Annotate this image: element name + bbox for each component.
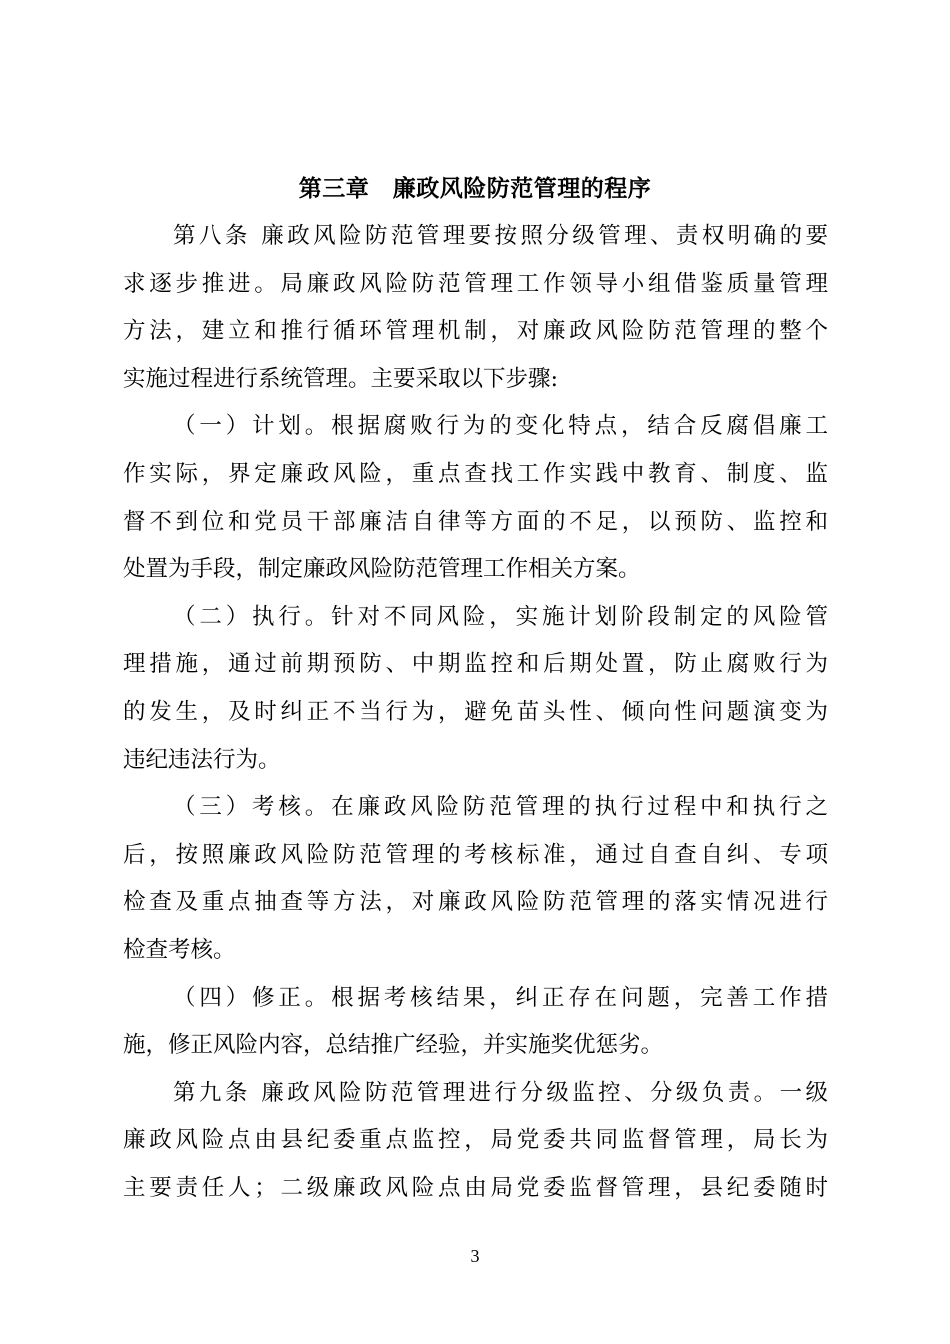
- text-line: 督不到位和党员干部廉洁自律等方面的不足，以预防、监控和: [123, 508, 828, 535]
- text-line: （三）考核。在廉政风险防范管理的执行过程中和执行之: [173, 794, 828, 821]
- text-line: 实施过程进行系统管理。主要采取以下步骤:: [123, 365, 559, 392]
- text-line: 作实际，界定廉政风险，重点查找工作实践中教育、制度、监: [123, 460, 828, 487]
- text-line: 检查及重点抽查等方法，对廉政风险防范管理的落实情况进行: [123, 889, 828, 916]
- text-line: 施，修正风险内容，总结推广经验，并实施奖优惩劣。: [123, 1032, 664, 1059]
- text-line: 违纪违法行为。: [123, 746, 281, 773]
- text-line: 后，按照廉政风险防范管理的考核标准，通过自查自纠、专项: [123, 841, 828, 868]
- text-line: 检查考核。: [123, 936, 236, 963]
- text-line: 廉政风险点由县纪委重点监控，局党委共同监督管理，局长为: [123, 1127, 828, 1154]
- text-line: 理措施，通过前期预防、中期监控和后期处置，防止腐败行为: [123, 651, 828, 678]
- chapter-title: 第三章 廉政风险防范管理的程序: [298, 176, 652, 202]
- text-line: 处置为手段，制定廉政风险防范管理工作相关方案。: [123, 556, 641, 583]
- text-line: （二）执行。针对不同风险，实施计划阶段制定的风险管: [173, 603, 828, 630]
- text-line: 主要责任人；二级廉政风险点由局党委监督管理，县纪委随时: [123, 1174, 828, 1201]
- page-number: 3: [470, 1246, 480, 1266]
- text-line: 第九条 廉政风险防范管理进行分级监控、分级负责。一级: [173, 1079, 828, 1106]
- text-line: 方法，建立和推行循环管理机制，对廉政风险防范管理的整个: [123, 318, 828, 345]
- text-line: （一）计划。根据腐败行为的变化特点，结合反腐倡廉工: [173, 413, 828, 440]
- text-line: （四）修正。根据考核结果，纠正存在问题，完善工作措: [173, 984, 828, 1011]
- body-text: [123, 213, 828, 1212]
- text-line: 第八条 廉政风险防范管理要按照分级管理、责权明确的要: [173, 223, 828, 249]
- text-line: 求逐步推进。局廉政风险防范管理工作领导小组借鉴质量管理: [123, 270, 828, 297]
- text-line: 的发生，及时纠正不当行为，避免苗头性、倾向性问题演变为: [123, 698, 828, 725]
